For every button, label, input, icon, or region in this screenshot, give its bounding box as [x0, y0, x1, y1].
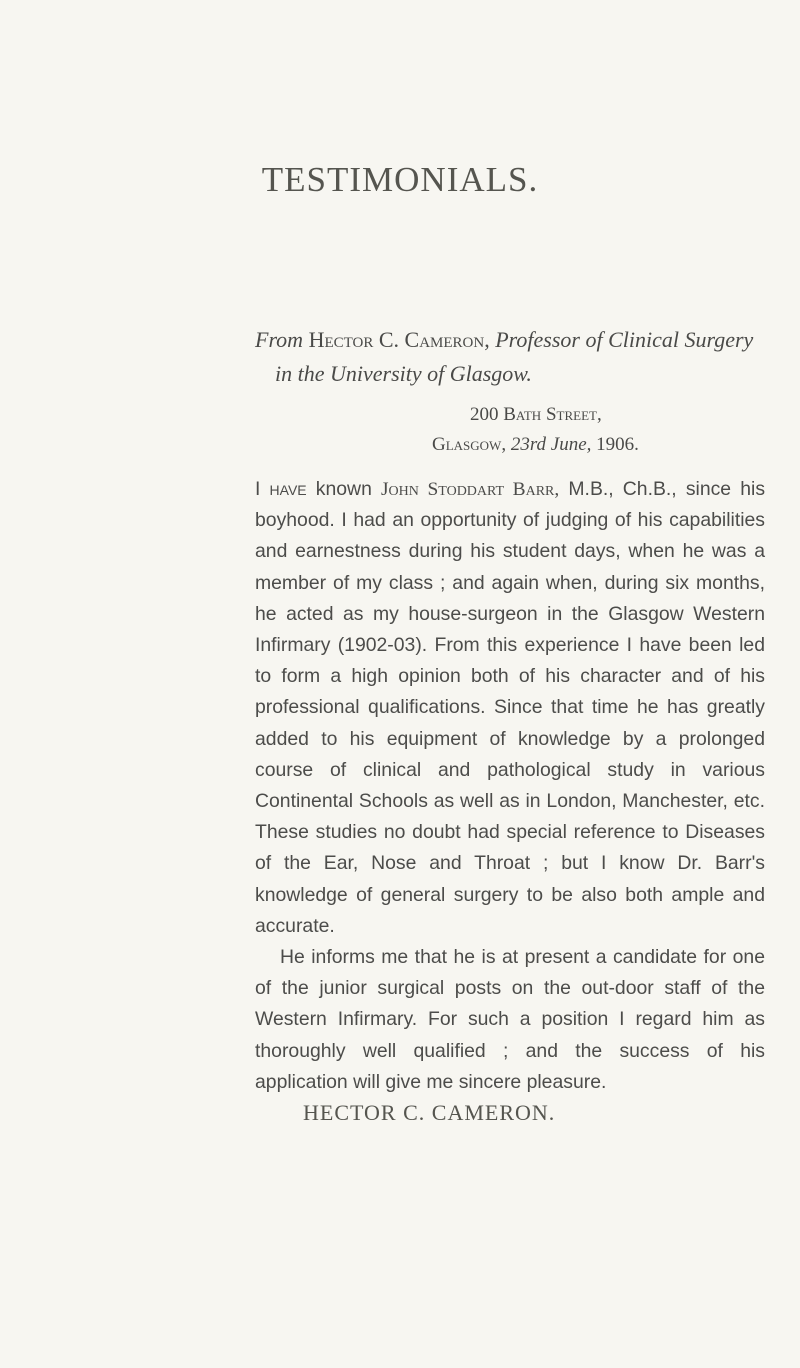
body-paragraph-1	[255, 474, 765, 942]
opening-have: have	[269, 478, 307, 500]
address-street: 200 Bath Street,	[470, 404, 602, 425]
heading-author-name: Hector C. Cameron,	[308, 327, 490, 352]
heading-line-1	[255, 327, 753, 352]
testimonial-heading	[255, 323, 775, 391]
candidate-name: John Stoddart Barr,	[381, 479, 560, 500]
address-city: Glasgow,	[432, 434, 507, 455]
address-date-year: 1906.	[596, 434, 639, 455]
address-date-day: 23rd June,	[510, 434, 592, 455]
sender-address	[432, 400, 770, 460]
heading-from: From	[255, 327, 304, 352]
signature: HECTOR C. CAMERON.	[303, 1100, 556, 1125]
heading-author-role: Professor of Clinical Surgery	[495, 327, 754, 352]
body-paragraph-2: He informs me that he is at present a candidate for one of the junior surgical posts on the out-door staff of the Western Infirmary. For such a position I regard him as thoroughly well qualified ; and the success of his application will give me sincere pleasure.	[255, 946, 765, 1093]
page-title: TESTIMONIALS.	[261, 160, 539, 199]
testimonial-body	[255, 474, 765, 1098]
opening-i: I	[255, 478, 261, 500]
paragraph-1-text: M.B., Ch.B., since his boyhood. I had an opportunity of judging of his capabilities and earnestness during his student days, when he was a member of my class ; and again when, during six months, he acted as my house-surgeon in the Glasgow Western Infirmary (1902-03). From this experience I have been led to form a high opinion both of his character and of his professional qualifications. Since that time he has greatly added to his equipment of knowledge by a prolonged course of clinical and pathological study in various Continental Schools as well as in London, Manchester, etc. These studies no doubt had special reference to Diseases of the Ear, Nose and Throat ; but I know Dr. Barr's knowledge of general surgery to be also both ample and accurate.	[255, 478, 766, 937]
address-city-date	[432, 430, 770, 460]
heading-institution: in the University of Glasgow.	[275, 361, 532, 386]
opening-known: known	[315, 478, 372, 500]
